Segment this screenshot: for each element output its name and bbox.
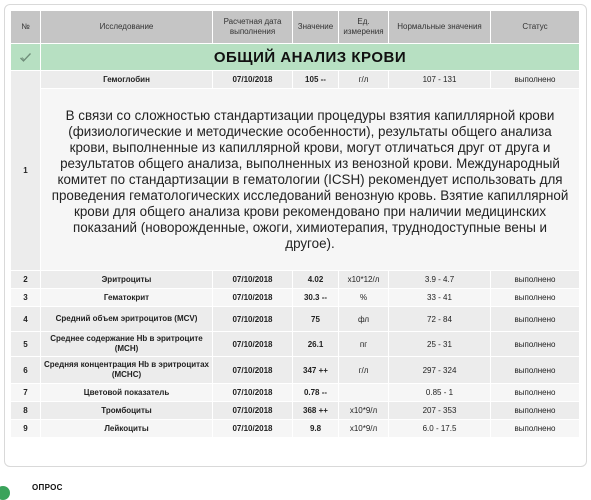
row-unit: пг bbox=[339, 332, 389, 357]
hemoglobin-note: В связи со сложностью стандартизации процедуры взятия капиллярной крови (физиологические и методические особенности), результаты общего анализа крови, выполненные из капиллярной крови, могут отличаться друг от друга и результатов общего анализа, выполненных из венозной крови. Международный комитет по стандартизации в гематологии (ICSH) рекомендует использовать для проведения гематологических исследований венозную кровь. Взятие капиллярной крови для общего анализа крови рекомендовано при наличии медицинских показаний (новорожденные, ожоги, химиотерапия, труднодоступные вены и другое). bbox=[41, 89, 580, 271]
table-row bbox=[11, 289, 580, 307]
row-unit: г/л bbox=[339, 71, 389, 89]
row-value: 30.3 -- bbox=[293, 289, 339, 307]
row-num: 3 bbox=[11, 289, 41, 307]
row-unit: x10*9/л bbox=[339, 402, 389, 420]
row-status: выполнено bbox=[491, 332, 580, 357]
row-date: 07/10/2018 bbox=[213, 307, 293, 332]
row-range: 3.9 - 4.7 bbox=[389, 271, 491, 289]
row-test-name: Средний объем эритроцитов (MCV) bbox=[41, 307, 213, 332]
section-row[interactable] bbox=[11, 44, 580, 71]
table-header bbox=[11, 11, 580, 44]
row-value: 4.02 bbox=[293, 271, 339, 289]
row-value: 9.8 bbox=[293, 420, 339, 438]
row-status: выполнено bbox=[491, 271, 580, 289]
row-status: выполнено bbox=[491, 289, 580, 307]
row-date: 07/10/2018 bbox=[213, 271, 293, 289]
row-test-name: Средняя концентрация Hb в эритроцитах (MCHC) bbox=[41, 357, 213, 384]
check-icon[interactable] bbox=[11, 44, 41, 71]
header-test: Исследование bbox=[41, 11, 213, 44]
row-value: 105 -- bbox=[293, 71, 339, 89]
row-status: выполнено bbox=[491, 402, 580, 420]
table-row bbox=[11, 332, 580, 357]
header-unit: Ед. измерения bbox=[339, 11, 389, 44]
row-num: 9 bbox=[11, 420, 41, 438]
row-range: 297 - 324 bbox=[389, 357, 491, 384]
row-test-name: Гемоглобин bbox=[41, 71, 213, 89]
header-range: Нормальные значения bbox=[389, 11, 491, 44]
row-status: выполнено bbox=[491, 357, 580, 384]
row-unit: фл bbox=[339, 307, 389, 332]
table-row bbox=[11, 307, 580, 332]
row-num: 2 bbox=[11, 271, 41, 289]
row-num: 7 bbox=[11, 384, 41, 402]
row-value: 26.1 bbox=[293, 332, 339, 357]
footer-section bbox=[0, 470, 591, 493]
row-range: 207 - 353 bbox=[389, 402, 491, 420]
row-test-name: Лейкоциты bbox=[41, 420, 213, 438]
row-num: 6 bbox=[11, 357, 41, 384]
row-num: 1 bbox=[11, 71, 41, 271]
results-panel bbox=[4, 4, 587, 467]
row-date: 07/10/2018 bbox=[213, 71, 293, 89]
row-unit bbox=[339, 384, 389, 402]
row-date: 07/10/2018 bbox=[213, 332, 293, 357]
note-row bbox=[11, 89, 580, 271]
row-value: 347 ++ bbox=[293, 357, 339, 384]
row-num: 8 bbox=[11, 402, 41, 420]
table-row bbox=[11, 71, 580, 89]
row-range: 107 - 131 bbox=[389, 71, 491, 89]
row-date: 07/10/2018 bbox=[213, 402, 293, 420]
row-value: 368 ++ bbox=[293, 402, 339, 420]
row-range: 33 - 41 bbox=[389, 289, 491, 307]
row-status: выполнено bbox=[491, 307, 580, 332]
row-unit: г/л bbox=[339, 357, 389, 384]
row-date: 07/10/2018 bbox=[213, 420, 293, 438]
survey-label[interactable]: ОПРОС bbox=[32, 483, 63, 492]
row-range: 72 - 84 bbox=[389, 307, 491, 332]
section-title: ОБЩИЙ АНАЛИЗ КРОВИ bbox=[41, 44, 580, 71]
row-num: 5 bbox=[11, 332, 41, 357]
row-unit: x10*9/л bbox=[339, 420, 389, 438]
row-status: выполнено bbox=[491, 384, 580, 402]
table-row bbox=[11, 420, 580, 438]
row-test-name: Тромбоциты bbox=[41, 402, 213, 420]
header-date: Расчетная дата выполнения bbox=[213, 11, 293, 44]
row-test-name: Цветовой показатель bbox=[41, 384, 213, 402]
row-num: 4 bbox=[11, 307, 41, 332]
row-date: 07/10/2018 bbox=[213, 289, 293, 307]
table-row bbox=[11, 271, 580, 289]
table-row bbox=[11, 402, 580, 420]
row-date: 07/10/2018 bbox=[213, 357, 293, 384]
row-test-name: Среднее содержание Hb в эритроците (MCH) bbox=[41, 332, 213, 357]
status-dot-icon bbox=[0, 486, 10, 500]
header-value: Значение bbox=[293, 11, 339, 44]
row-status: выполнено bbox=[491, 420, 580, 438]
table-row bbox=[11, 384, 580, 402]
row-range: 0.85 - 1 bbox=[389, 384, 491, 402]
header-num: № bbox=[11, 11, 41, 44]
table-row bbox=[11, 357, 580, 384]
row-test-name: Эритроциты bbox=[41, 271, 213, 289]
row-value: 75 bbox=[293, 307, 339, 332]
row-test-name: Гематокрит bbox=[41, 289, 213, 307]
row-status: выполнено bbox=[491, 71, 580, 89]
row-value: 0.78 -- bbox=[293, 384, 339, 402]
row-range: 6.0 - 17.5 bbox=[389, 420, 491, 438]
row-unit: x10*12/л bbox=[339, 271, 389, 289]
header-status: Статус bbox=[491, 11, 580, 44]
row-unit: % bbox=[339, 289, 389, 307]
results-table bbox=[11, 11, 580, 438]
row-date: 07/10/2018 bbox=[213, 384, 293, 402]
row-range: 25 - 31 bbox=[389, 332, 491, 357]
